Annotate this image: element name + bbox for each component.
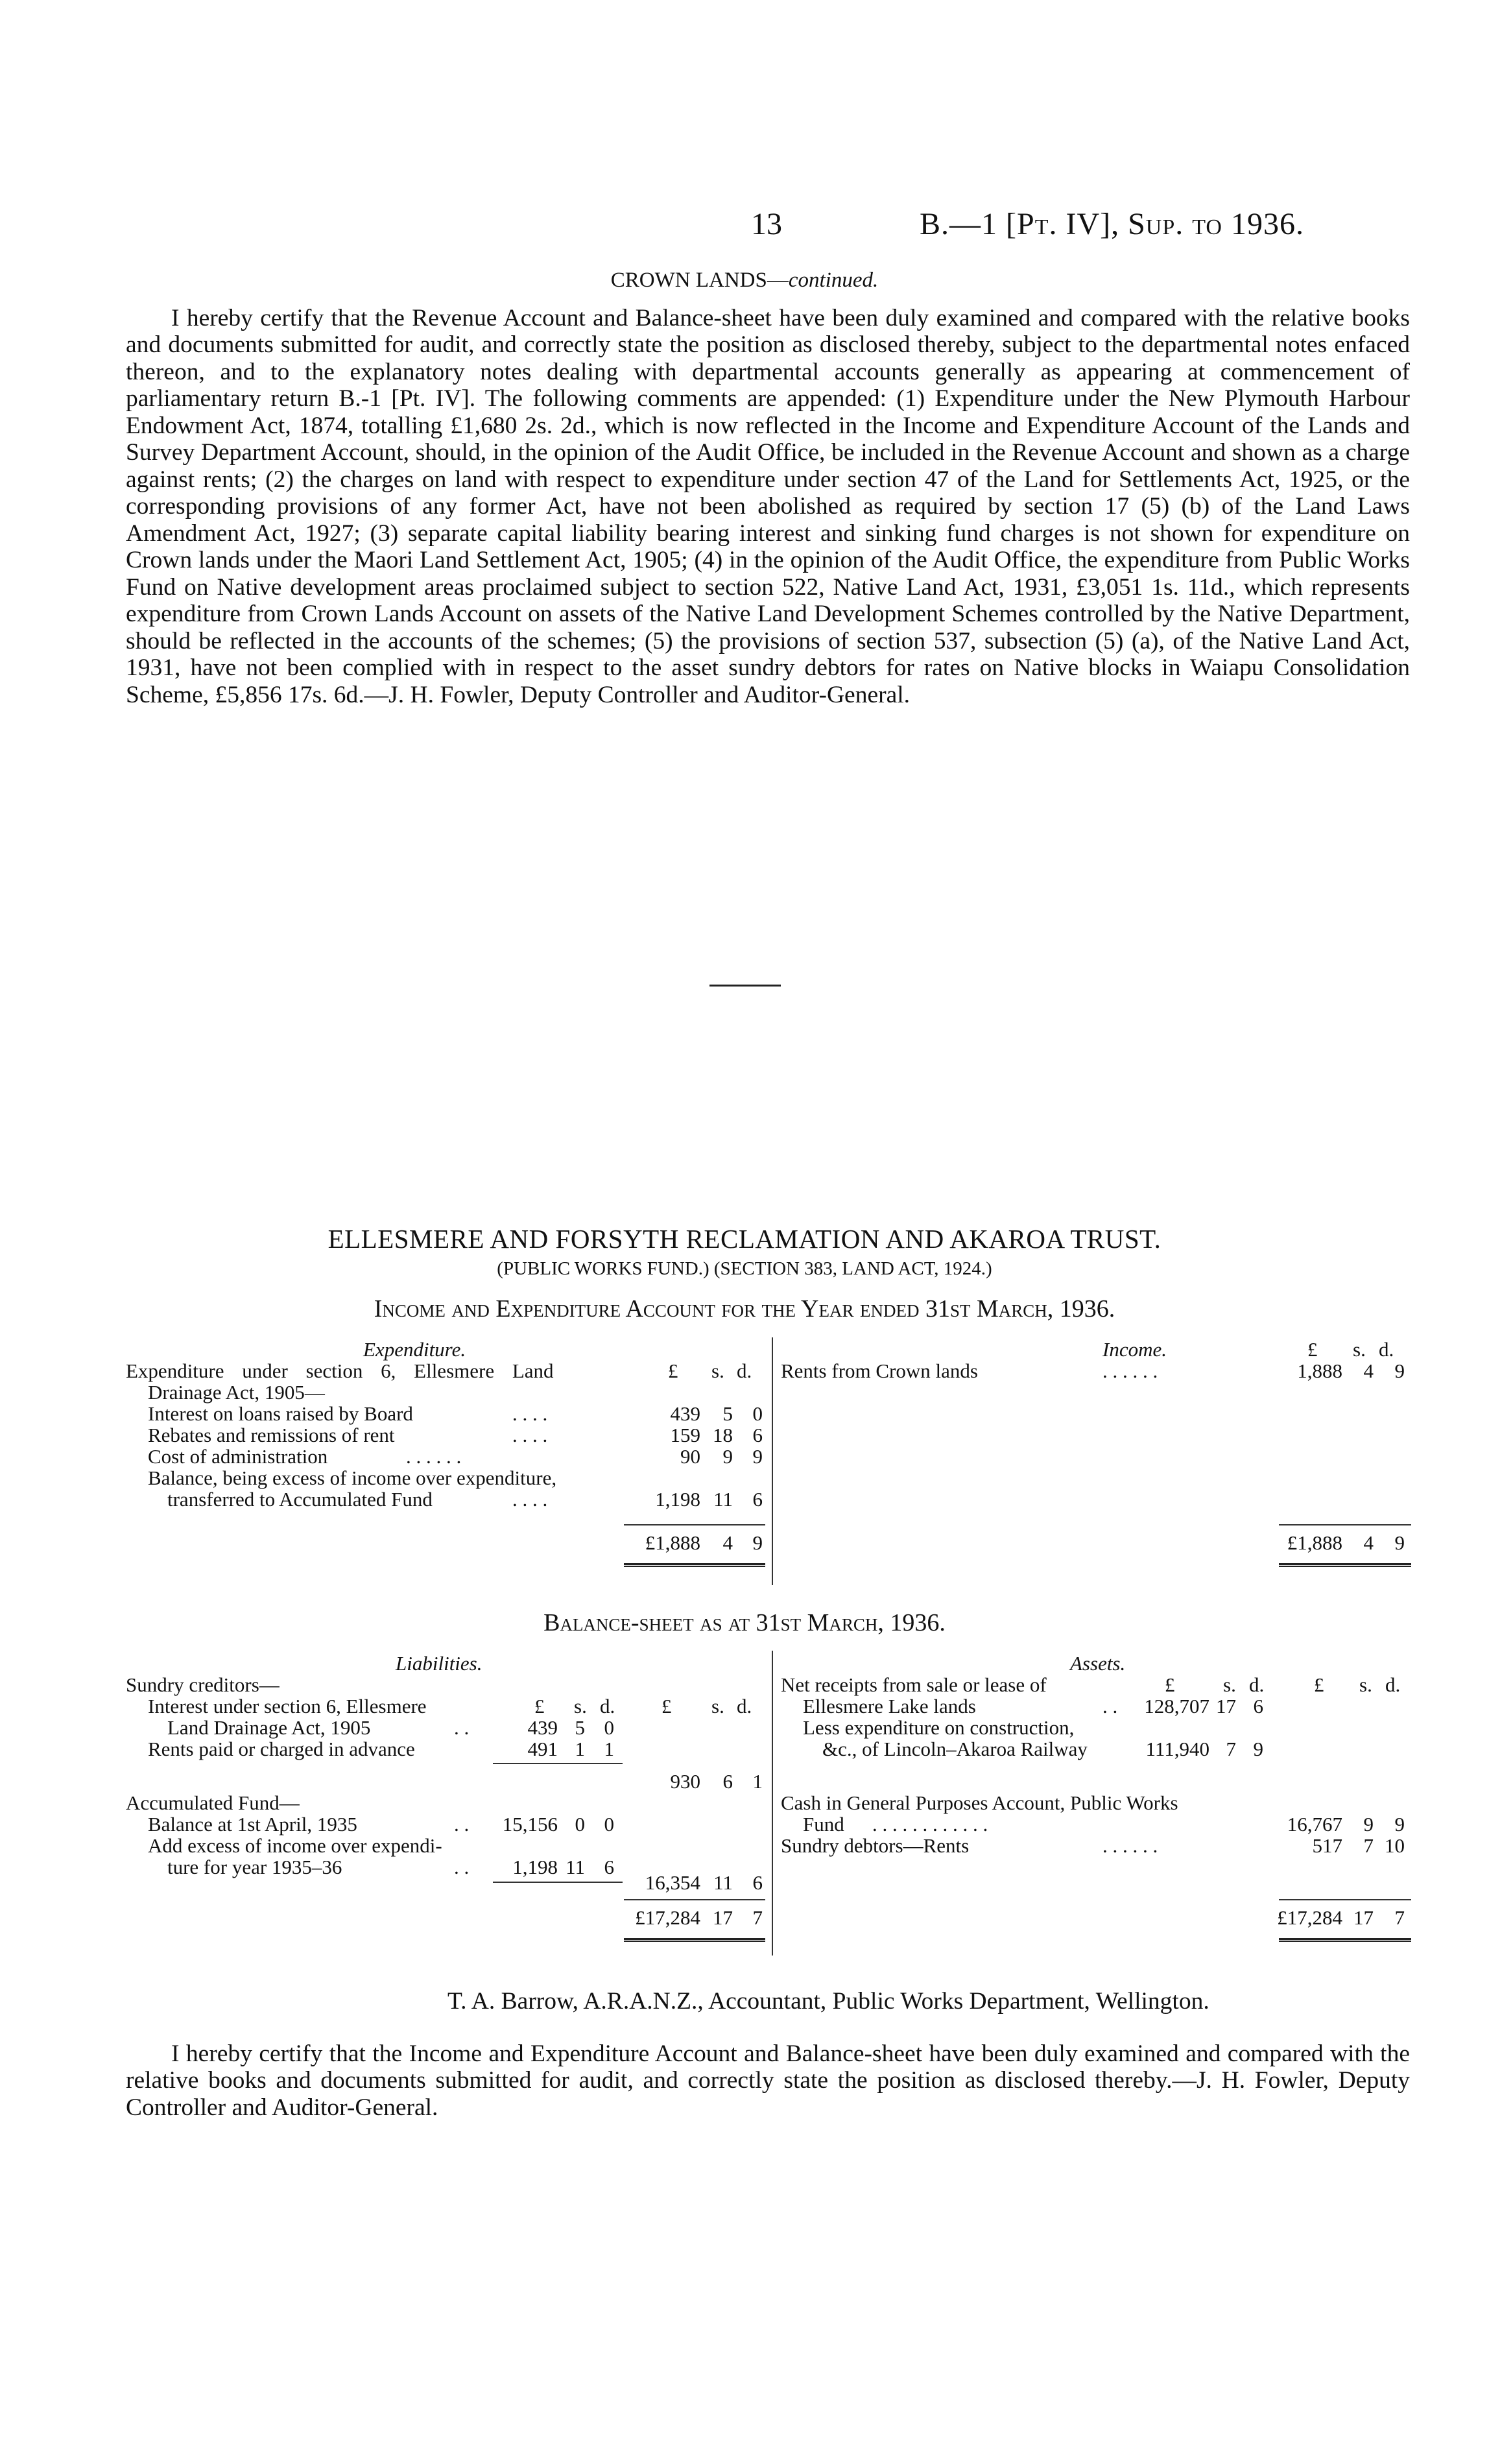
col-pence: d. (737, 1695, 752, 1717)
exp-sum-rule (624, 1524, 765, 1525)
col-shillings: s. (574, 1695, 587, 1717)
section-caption (0, 269, 1489, 293)
lincoln-label: &c., of Lincoln–Akaroa Railway (822, 1738, 1088, 1760)
amount-shillings: 5 (722, 1402, 733, 1425)
ie-divider (772, 1337, 773, 1585)
lincoln-shillings: 7 (1226, 1738, 1236, 1760)
assets-total-double-rule (1279, 1938, 1411, 1942)
cash-shillings: 9 (1363, 1813, 1374, 1836)
accum-total-pounds: 16,354 (645, 1871, 700, 1894)
cash-line1: Cash in General Purposes Account, Public Works (781, 1791, 1178, 1814)
page-number: 13 (751, 207, 782, 241)
interest-line2: Land Drainage Act, 1905 (167, 1716, 371, 1739)
assets-total-pounds: £17,284 (1277, 1906, 1342, 1929)
col-pence: d. (1385, 1673, 1401, 1696)
lincoln-pounds: 111,940 (1145, 1738, 1209, 1760)
assets-total-pence: 7 (1394, 1906, 1405, 1929)
ellesmere-pence: 6 (1253, 1695, 1263, 1717)
accum-sum-rule (493, 1882, 623, 1883)
inc-total-shillings: 4 (1363, 1531, 1374, 1554)
sundry-debtors-pounds: 517 (1312, 1834, 1342, 1857)
col-shillings: s. (1359, 1673, 1372, 1696)
sundry-debtors-label: Sundry debtors—Rents (781, 1834, 970, 1857)
accum-total-pence: 6 (752, 1871, 763, 1894)
cash-line2: Fund (803, 1813, 844, 1836)
leader-dots: . . (454, 1856, 470, 1878)
col-shillings: s. (711, 1695, 724, 1717)
rents-advance-pounds: 491 (527, 1738, 558, 1760)
leader-dots: . . (1102, 1695, 1118, 1717)
page-header (0, 206, 1489, 245)
balance-shillings: 11 (713, 1488, 733, 1511)
ellesmere-pounds: 128,707 (1144, 1695, 1209, 1717)
leader-dots: . . . . (512, 1402, 548, 1425)
accum-total-shillings: 11 (713, 1871, 733, 1894)
rents-advance-label: Rents paid or charged in advance (148, 1738, 415, 1760)
col-pounds: £ (1314, 1673, 1324, 1696)
leader-dots: . . . . . . (406, 1445, 462, 1468)
col-pence: d. (600, 1695, 615, 1717)
add-excess-line1: Add excess of income over expendi- (148, 1834, 442, 1857)
col-pence: d. (1379, 1338, 1394, 1361)
balance-april-pence: 0 (604, 1813, 614, 1836)
col-pence: d. (1249, 1673, 1265, 1696)
accumulated-fund-label: Accumulated Fund— (126, 1791, 300, 1814)
income-pence: 9 (1394, 1359, 1405, 1382)
exp-intro-line2: Drainage Act, 1905— (148, 1381, 325, 1404)
leader-dots: . . . . (512, 1488, 548, 1511)
exp-intro-line1: Expenditure under section 6, Ellesmere Land (126, 1359, 554, 1382)
ellesmere-shillings: 17 (1216, 1695, 1236, 1717)
balance-line2: transferred to Accumulated Fund (167, 1488, 433, 1511)
series-reference: B.—1 [Pt. IV], Sup. to 1936. (920, 207, 1304, 241)
exp-item-label: Interest on loans raised by Board (148, 1402, 413, 1425)
net-receipts-label: Net receipts from sale or lease of (781, 1673, 1047, 1696)
trust-subtitle: (PUBLIC WORKS FUND.) (SECTION 383, LAND ACT, 1924.) (497, 1258, 992, 1279)
liab-total-double-rule (624, 1938, 765, 1942)
assets-total-shillings: 17 (1353, 1906, 1374, 1929)
col-pounds: £ (1165, 1673, 1175, 1696)
leader-dots: . . (454, 1813, 470, 1836)
cash-pence: 9 (1394, 1813, 1405, 1836)
amount-shillings: 18 (713, 1424, 733, 1446)
col-pounds: £ (668, 1359, 678, 1382)
liab-total-pence: 7 (752, 1906, 763, 1929)
amount-pence: 9 (752, 1445, 763, 1468)
creditors-total-pounds: 930 (670, 1770, 700, 1793)
amount-pounds: 159 (670, 1424, 700, 1446)
amount-pence: 0 (752, 1402, 763, 1425)
balance-pence: 6 (752, 1488, 763, 1511)
leader-dots: . . . . (512, 1424, 548, 1446)
assets-sum-rule (1279, 1899, 1411, 1900)
lincoln-pence: 9 (1253, 1738, 1263, 1760)
interest-shillings: 5 (575, 1716, 585, 1739)
creditors-sum-rule (493, 1763, 623, 1764)
exp-total-pence: 9 (752, 1531, 763, 1554)
bs-divider (772, 1651, 773, 1956)
assets-heading: Assets. (1070, 1652, 1126, 1675)
amount-pence: 6 (752, 1424, 763, 1446)
exp-item-label: Rebates and remissions of rent (148, 1424, 395, 1446)
inc-total-double-rule (1279, 1563, 1411, 1567)
rents-advance-shillings: 1 (575, 1738, 585, 1760)
rents-advance-pence: 1 (604, 1738, 614, 1760)
amount-shillings: 9 (722, 1445, 733, 1468)
trust-title: ELLESMERE AND FORSYTH RECLAMATION AND AKAROA TRUST. (328, 1224, 1161, 1254)
inc-total-pence: 9 (1394, 1531, 1405, 1554)
col-shillings: s. (711, 1359, 724, 1382)
add-excess-shillings: 11 (566, 1856, 585, 1878)
trust-audit-certificate: I hereby certify that the Income and Expenditure Account and Balance-sheet have been duly examined and compared with the relative books and documents submitted for audit, and correctly state the position as disclosed thereby.—J. H. Fowler, Deputy Controller and Auditor-General. (126, 2040, 1410, 2121)
creditors-total-pence: 1 (752, 1770, 763, 1793)
bs-title: Balance-sheet as at 31st March, 1936. (543, 1609, 946, 1636)
leader-dots: . . . . . . (1102, 1359, 1158, 1382)
balance-line1: Balance, being excess of income over expenditure, (148, 1466, 557, 1489)
inc-total-pounds: £1,888 (1287, 1531, 1342, 1554)
liab-sum-rule (624, 1899, 765, 1900)
leader-dots: . . . . . . (1102, 1834, 1158, 1857)
col-pounds: £ (661, 1695, 672, 1717)
ie-account-title: Income and Expenditure Account for the Year ended 31st March, 1936. (374, 1295, 1115, 1322)
caption-main: CROWN LANDS— (610, 269, 789, 292)
balance-april-pounds: 15,156 (502, 1813, 558, 1836)
exp-total-shillings: 4 (722, 1531, 733, 1554)
section-divider (709, 985, 781, 987)
interest-line1: Interest under section 6, Ellesmere (148, 1695, 427, 1717)
amount-pounds: 439 (670, 1402, 700, 1425)
leader-dots: . . (454, 1716, 470, 1739)
income-heading: Income. (1102, 1338, 1167, 1361)
caption-continued: continued. (788, 269, 879, 292)
sundry-creditors-label: Sundry creditors— (126, 1673, 280, 1696)
balance-april-label: Balance at 1st April, 1935 (148, 1813, 357, 1836)
add-excess-pence: 6 (604, 1856, 614, 1878)
less-expenditure-label: Less expenditure on construction, (803, 1716, 1075, 1739)
col-shillings: s. (1353, 1338, 1366, 1361)
liab-total-shillings: 17 (713, 1906, 733, 1929)
balance-pounds: 1,198 (655, 1488, 700, 1511)
liabilities-heading: Liabilities. (396, 1652, 482, 1675)
income-pounds: 1,888 (1297, 1359, 1342, 1382)
inc-sum-rule (1279, 1524, 1411, 1525)
col-pounds: £ (534, 1695, 545, 1717)
exp-total-pounds: £1,888 (645, 1531, 700, 1554)
leader-dots: . . . . . . . . . . . . (872, 1813, 988, 1836)
interest-pence: 0 (604, 1716, 614, 1739)
col-pounds: £ (1307, 1338, 1318, 1361)
interest-pounds: 439 (527, 1716, 558, 1739)
cash-pounds: 16,767 (1287, 1813, 1342, 1836)
col-shillings: s. (1223, 1673, 1236, 1696)
add-excess-pounds: 1,198 (512, 1856, 558, 1878)
ellesmere-label: Ellesmere Lake lands (803, 1695, 976, 1717)
col-pence: d. (737, 1359, 752, 1382)
creditors-total-shillings: 6 (722, 1770, 733, 1793)
income-shillings: 4 (1363, 1359, 1374, 1382)
balance-april-shillings: 0 (575, 1813, 585, 1836)
income-item-label: Rents from Crown lands (781, 1359, 978, 1382)
expenditure-heading: Expenditure. (363, 1338, 466, 1361)
exp-item-label: Cost of administration (148, 1445, 328, 1468)
accountant-signature: T. A. Barrow, A.R.A.N.Z., Accountant, Public Works Department, Wellington. (447, 1988, 1209, 2015)
sundry-debtors-shillings: 7 (1363, 1834, 1374, 1857)
amount-pounds: 90 (680, 1445, 700, 1468)
sundry-debtors-pence: 10 (1385, 1834, 1405, 1857)
add-excess-line2: ture for year 1935–36 (167, 1856, 342, 1878)
exp-total-double-rule (624, 1563, 765, 1567)
crown-lands-certificate: I hereby certify that the Revenue Account and Balance-sheet have been duly examined and compared with the relative books and documents submitted for audit, and correctly state the position as disclosed thereby, subject to the departmental notes enfaced thereon, and to the explanatory notes dealing with departmental accounts generally as appearing at commencement of parliamentary return B.-1 [Pt. IV]. The following comments are appended: (1) Expenditure under the New Plymouth Harbour Endowment Act, 1874, totalling £1,680 2s. 2d., which is now reflected in the Income and Expenditure Account of the Lands and Survey Department Account, should, in the opinion of the Audit Office, be included in the Revenue Account and shown as a charge against rents; (2) the charges on land with respect to expenditure under section 47 of the Land for Settlements Act, 1925, or the corresponding provisions of any former Act, have not been abolished as required by section 17 (5) (b) of the Land Laws Amendment Act, 1927; (3) separate capital liability bearing interest and sinking fund charges is not shown for expenditure on Crown lands under the Maori Land Settlement Act, 1905; (4) in the opinion of the Audit Office, the expenditure from Public Works Fund on Native development areas proclaimed subject to section 522, Native Land Act, 1931, £3,051 1s. 11d., which represents expenditure from Crown Lands Account on assets of the Native Land Development Schemes controlled by the Native Department, should be reflected in the accounts of the schemes; (5) the provisions of section 537, subsection (5) (a), of the Native Land Act, 1931, have not been complied with in respect to the asset sundry debtors for rates on Native blocks in Waiapu Consolidation Scheme, £5,856 17s. 6d.—J. H. Fowler, Deputy Controller and Auditor-General. (126, 304, 1410, 708)
liab-total-pounds: £17,284 (635, 1906, 700, 1929)
